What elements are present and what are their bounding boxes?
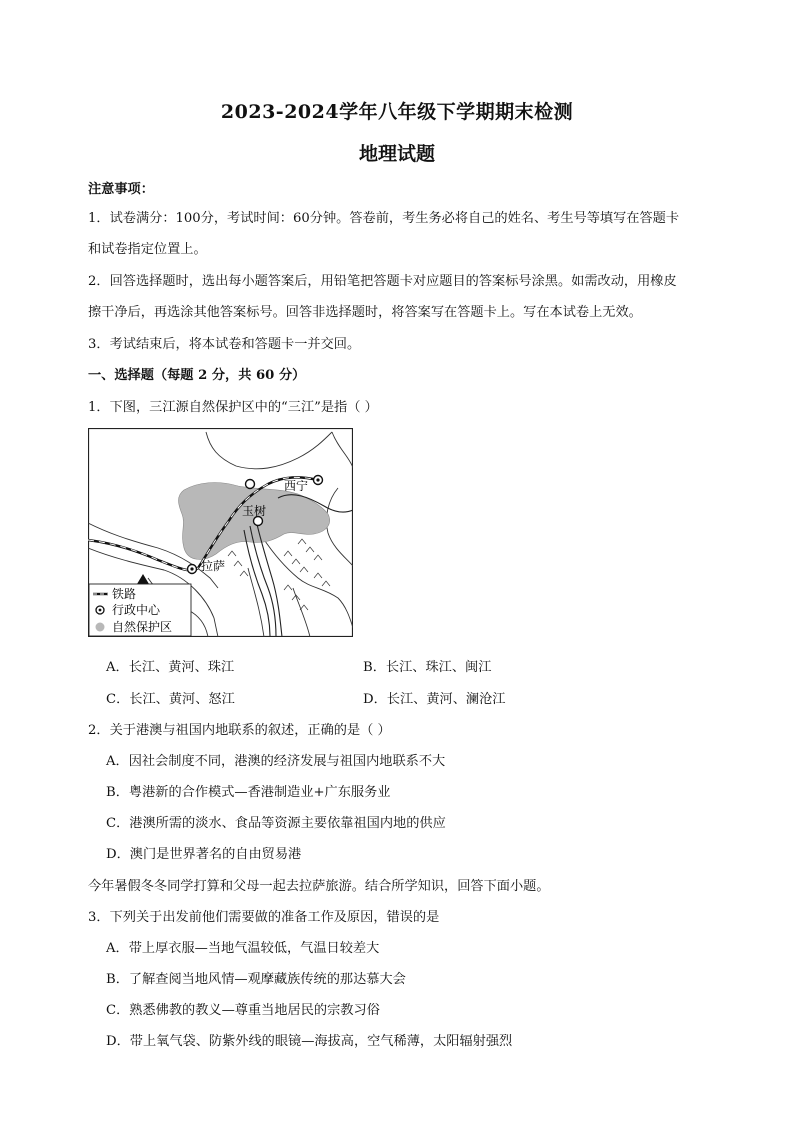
q2-option-a: A．因社会制度不同，港澳的经济发展与祖国内地联系不大 (106, 754, 446, 769)
q2-option-d: D．澳门是世界著名的自由贸易港 (106, 847, 302, 862)
q1-option-a: A．长江、黄河、珠江 (106, 660, 235, 675)
xining-marker-center (316, 478, 319, 481)
sanjiangyuan-map (88, 428, 353, 637)
exam-subject: 地理试题 (358, 143, 435, 165)
notice-heading: 注意事项： (88, 182, 154, 197)
q1-option-c: C．长江、黄河、怒江 (106, 692, 235, 707)
question-1-stem: 1．下图，三江源自然保护区中的“三江”是指（ ） (88, 400, 378, 415)
exam-title: 2023-2024学年八年级下学期期末检测 (220, 101, 574, 123)
city-dot-north (246, 480, 255, 489)
legend-railway-label: 铁路 (112, 587, 137, 601)
section-heading: 一、选择题（每题 2 分，共 60 分） (88, 368, 306, 383)
label-xining: 西宁 (284, 479, 309, 493)
notice-item-1-cont: 和试卷指定位置上。 (88, 242, 207, 257)
legend-admin-label: 行政中心 (112, 603, 161, 617)
question-2-stem: 2．关于港澳与祖国内地联系的叙述，正确的是（ ） (88, 723, 391, 738)
question-3-stem: 3．下列关于出发前他们需要做的准备工作及原因，错误的是 (88, 910, 440, 925)
notice-item-2: 2．回答选择题时，选出每小题答案后，用铅笔把答题卡对应题目的答案标号涂黑。如需改动，用橡皮 (88, 274, 677, 289)
legend-reserve-label: 自然保护区 (112, 620, 173, 634)
q1-option-b: B．长江、珠江、闽江 (363, 660, 492, 675)
lasa-marker-center (190, 567, 193, 570)
label-yushu: 玉树 (242, 504, 267, 518)
q1-option-d: D．长江、黄河、澜沧江 (363, 692, 506, 707)
q3-option-b: B．了解查阅当地风情—观摩藏族传统的那达慕大会 (106, 972, 406, 987)
q2-option-b: B．粤港新的合作模式—香港制造业+广东服务业 (106, 785, 391, 800)
label-lasa: 拉萨 (201, 559, 226, 573)
legend-reserve-symbol (96, 623, 105, 632)
notice-item-1: 1．试卷满分：100分，考试时间：60分钟。答卷前，考生务必将自己的姓名、考生号等填写在答题卡 (88, 211, 680, 226)
q3-option-c: C．熟悉佛教的教义—尊重当地居民的宗教习俗 (106, 1003, 380, 1018)
q3-option-a: A．带上厚衣服—当地气温较低，气温日较差大 (106, 941, 380, 956)
notice-item-3: 3．考试结束后，将本试卷和答题卡一并交回。 (88, 337, 361, 352)
material-text: 今年暑假冬冬同学打算和父母一起去拉萨旅游。结合所学知识，回答下面小题。 (88, 879, 550, 894)
q3-option-d: D．带上氧气袋、防紫外线的眼镜—海拔高，空气稀薄，太阳辐射强烈 (106, 1034, 513, 1049)
q2-option-c: C．港澳所需的淡水、食品等资源主要依靠祖国内地的供应 (106, 816, 446, 831)
notice-item-2-cont: 擦干净后，再选涂其他答案标号。回答非选择题时，将答案写在答题卡上。写在本试卷上无效。 (88, 305, 642, 320)
